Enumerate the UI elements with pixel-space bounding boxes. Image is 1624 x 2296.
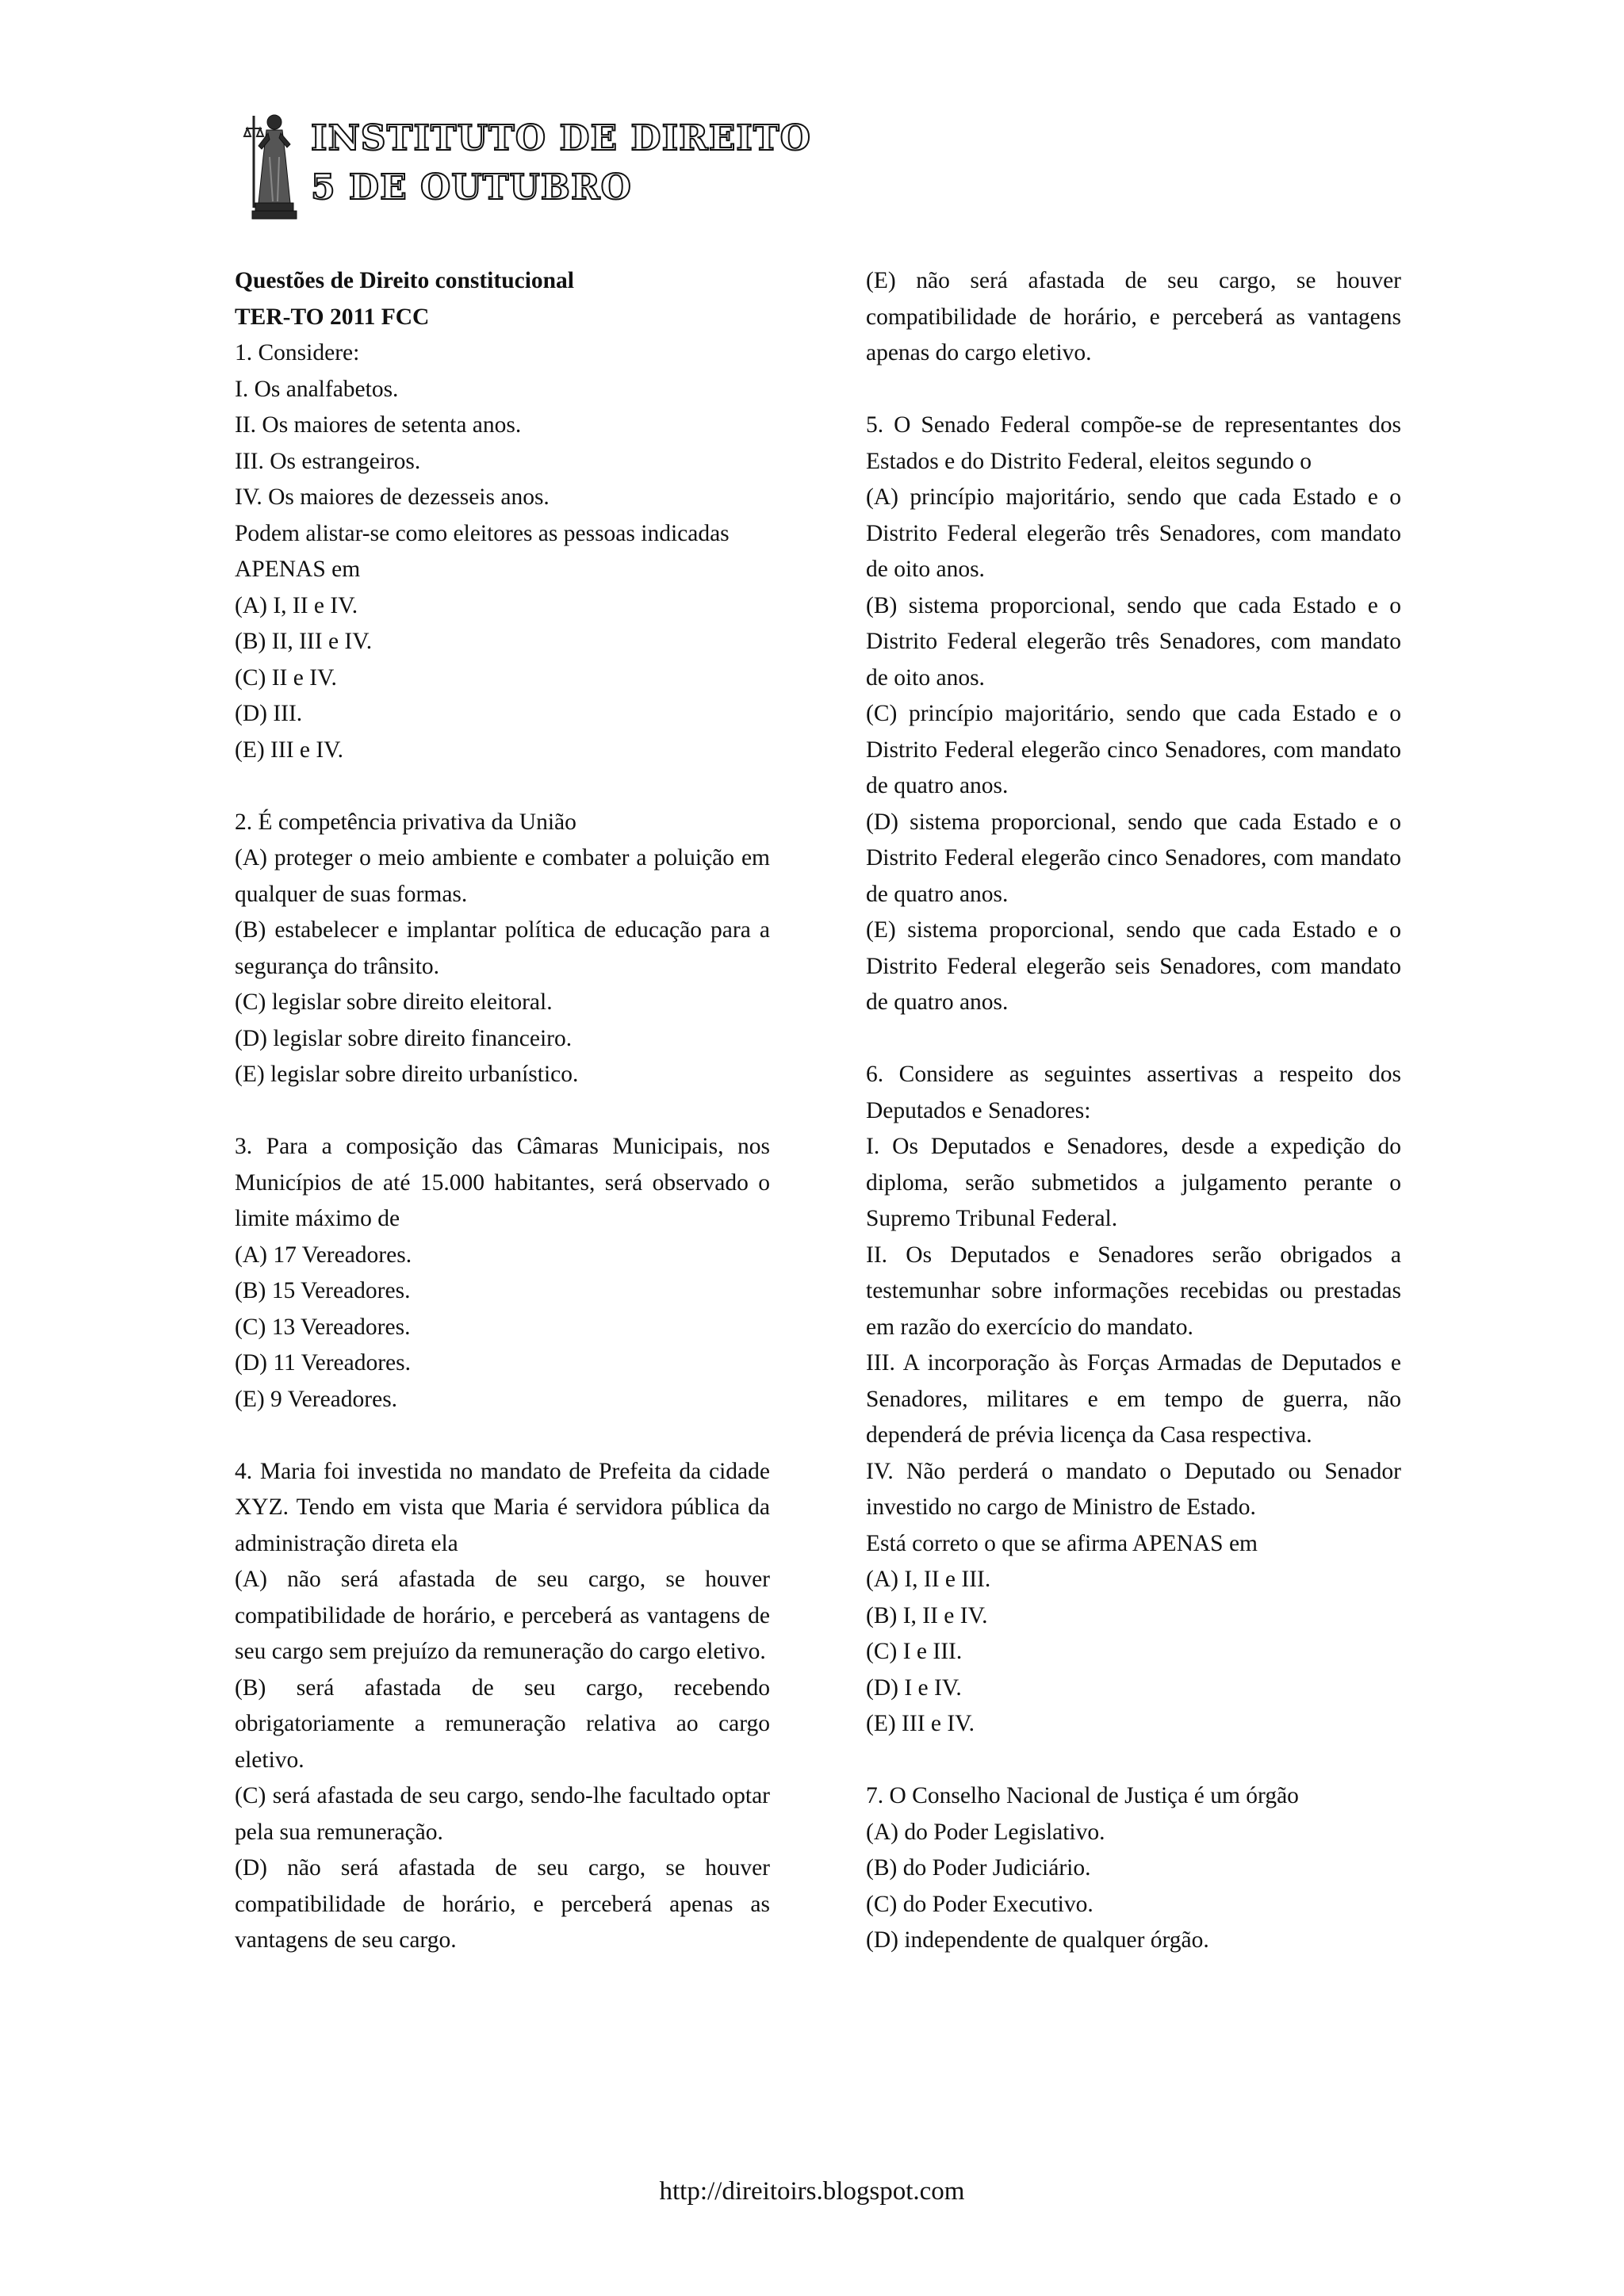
footer-url: http://direitoirs.blogspot.com — [659, 2177, 965, 2206]
question-stem: 5. O Senado Federal compõe-se de representantes dos Estados e do Distrito Federal, eleitos segundo o — [866, 412, 1401, 474]
answer-option: (C) será afastada de seu cargo, sendo-lhe facultado optar pela sua remuneração. — [235, 1783, 770, 1845]
answer-option: (C) I e III. — [866, 1639, 963, 1664]
answer-option: (C) II e IV. — [235, 664, 337, 691]
institute-name-line1: INSTITUTO DE DIREITO — [311, 118, 811, 159]
statement: IV. Os maiores de dezesseis anos. — [235, 484, 550, 510]
answer-option: (C) do Poder Executivo. — [866, 1891, 1094, 1917]
question-prompt: Está correto o que se afirma APENAS em — [866, 1530, 1258, 1556]
answer-option: (C) 13 Vereadores. — [235, 1314, 411, 1340]
answer-option: (E) sistema proporcional, sendo que cada Estado e o Distrito Federal elegerão seis Senadores, com mandato de quatro anos. — [866, 917, 1401, 1015]
question-1 — [235, 335, 770, 768]
answer-option: (B) sistema proporcional, sendo que cada Estado e o Distrito Federal elegerão três Senadores, com mandato de oito anos. — [866, 592, 1401, 691]
answer-option: (A) proteger o meio ambiente e combater a poluição em qualquer de suas formas. — [235, 845, 770, 907]
answer-option: (D) I e IV. — [866, 1674, 962, 1701]
institute-name — [311, 114, 811, 212]
statement: I. Os Deputados e Senadores, desde a expedição do diploma, serão submetidos a julgamento perante o Supremo Tribunal Federal. — [866, 1134, 1401, 1231]
question-6 — [866, 1057, 1401, 1743]
question-prompt-cont: APENAS em — [235, 557, 361, 582]
justice-statue-icon — [235, 109, 308, 220]
answer-option: (D) legislar sobre direito financeiro. — [235, 1025, 573, 1051]
question-stem: 3. Para a composição das Câmaras Municipais, nos Municípios de até 15.000 habitantes, será observado o limite máximo de — [235, 1134, 770, 1231]
document-title: Questões de Direito constitucional — [235, 268, 574, 293]
answer-option: (D) não será afastada de seu cargo, se houver compatibilidade de horário, e perceberá apenas as vantagens de seu cargo. — [235, 1855, 770, 1953]
answer-option: (E) 9 Vereadores. — [235, 1386, 398, 1412]
answer-option: (B) I, II e IV. — [866, 1602, 988, 1628]
answer-option: (B) estabelecer e implantar política de educação para a segurança do trânsito. — [235, 917, 770, 979]
answer-option: (D) independente de qualquer órgão. — [866, 1927, 1209, 1953]
answer-option: (A) do Poder Legislativo. — [866, 1819, 1105, 1845]
answer-option: (C) princípio majoritário, sendo que cada Estado e o Distrito Federal elegerão cinco Senadores, com mandato de quatro anos. — [866, 701, 1401, 798]
statement: II. Os Deputados e Senadores serão obrigados a testemunhar sobre informações recebidas ou prestadas em razão do exercício do mandato. — [866, 1242, 1401, 1340]
answer-option: (E) III e IV. — [235, 737, 344, 763]
answer-option: (A) I, II e IV. — [235, 592, 358, 618]
answer-option: (B) do Poder Judiciário. — [866, 1855, 1091, 1881]
right-column — [866, 263, 1401, 1959]
answer-option: (E) III e IV. — [866, 1711, 975, 1736]
question-stem: 7. O Conselho Nacional de Justiça é um órgão — [866, 1783, 1299, 1808]
question-3 — [235, 1129, 770, 1418]
answer-option: (E) não será afastada de seu cargo, se houver compatibilidade de horário, e perceberá as vantagens apenas do cargo eletivo. — [866, 268, 1401, 365]
statement: I. Os analfabetos. — [235, 376, 399, 402]
answer-option: (D) sistema proporcional, sendo que cada Estado e o Distrito Federal elegerão cinco Senadores, com mandato de quatro anos. — [866, 809, 1401, 907]
answer-option: (B) 15 Vereadores. — [235, 1278, 411, 1303]
answer-option: (E) legislar sobre direito urbanístico. — [235, 1062, 579, 1087]
statement: III. A incorporação às Forças Armadas de Deputados e Senadores, militares e em tempo de guerra, não dependerá de prévia licença da Casa respectiva. — [866, 1350, 1401, 1448]
left-column — [235, 263, 770, 1959]
question-stem: 2. É competência privativa da União — [235, 809, 576, 835]
question-prompt: Podem alistar-se como eleitores as pessoas indicadas — [235, 520, 730, 546]
question-2 — [235, 805, 770, 1093]
answer-option: (A) I, II e III. — [866, 1567, 991, 1592]
exam-name: TER-TO 2011 FCC — [235, 304, 430, 330]
question-4 — [235, 1454, 770, 1959]
answer-option: (B) será afastada de seu cargo, recebendo obrigatoriamente a remuneração relativa ao cargo eletivo. — [235, 1674, 770, 1773]
statement: IV. Não perderá o mandato o Deputado ou Senador investido no cargo de Ministro de Estado. — [866, 1458, 1401, 1520]
question-7 — [866, 1778, 1401, 1959]
answer-option: (B) II, III e IV. — [235, 629, 373, 654]
question-stem: 4. Maria foi investida no mandato de Prefeita da cidade XYZ. Tendo em vista que Maria é servidora pública da administração direta ela — [235, 1458, 770, 1556]
statement: II. Os maiores de setenta anos. — [235, 412, 522, 438]
answer-option: (C) legislar sobre direito eleitoral. — [235, 989, 553, 1015]
statement: III. Os estrangeiros. — [235, 448, 421, 474]
question-5 — [866, 408, 1401, 1021]
question-stem: 6. Considere as seguintes assertivas a respeito dos Deputados e Senadores: — [866, 1062, 1401, 1123]
answer-option: (A) princípio majoritário, sendo que cada Estado e o Distrito Federal elegerão três Senadores, com mandato de oito anos. — [866, 484, 1401, 582]
answer-option: (D) 11 Vereadores. — [235, 1350, 411, 1376]
header — [235, 109, 811, 220]
institute-name-line2: 5 DE OUTUBRO — [311, 167, 632, 208]
answer-option: (A) 17 Vereadores. — [235, 1242, 412, 1268]
question-stem: 1. Considere: — [235, 340, 360, 365]
answer-option: (A) não será afastada de seu cargo, se houver compatibilidade de horário, e perceberá as vantagens de seu cargo sem prejuízo da remuneração do cargo eletivo. — [235, 1567, 770, 1664]
answer-option: (D) III. — [235, 701, 303, 726]
